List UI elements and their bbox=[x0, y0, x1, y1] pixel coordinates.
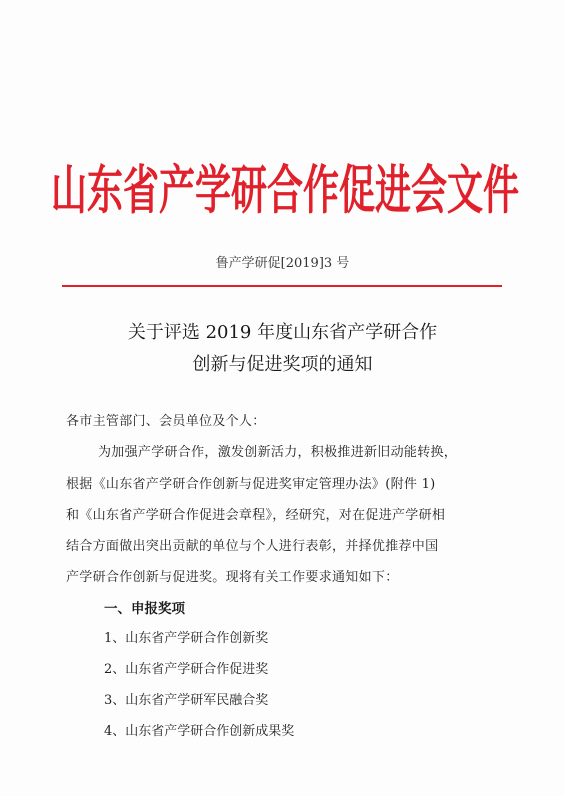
paragraph-line: 结合方面做出突出贡献的单位与个人进行表彰，并择优推荐中国 bbox=[66, 539, 439, 554]
paragraph-line: 为加强产学研合作，激发创新活力，积极推进新旧动能转换， bbox=[98, 445, 458, 460]
salutation: 各市主管部门、会员单位及个人： bbox=[66, 414, 266, 429]
paragraph-line: 产学研合作创新与促进奖。现将有关工作要求通知如下： bbox=[66, 570, 399, 585]
award-item: 2、山东省产学研合作促进奖 bbox=[104, 662, 269, 677]
masthead-title: 山东省产学研合作促进会文件 bbox=[50, 160, 519, 222]
award-item: 3、山东省产学研军民融合奖 bbox=[104, 693, 269, 708]
award-item: 1、山东省产学研合作创新奖 bbox=[104, 631, 269, 646]
section-heading-awards: 一、申报奖项 bbox=[104, 601, 185, 617]
paragraph-line: 根据《山东省产学研合作创新与促进奖审定管理办法》(附件 1) bbox=[66, 477, 436, 492]
notice-title-line-2: 创新与促进奖项的通知 bbox=[192, 354, 373, 375]
red-divider-line bbox=[62, 285, 502, 287]
document-number: 鲁产学研促[2019]3 号 bbox=[215, 256, 350, 271]
paragraph-line: 和《山东省产学研合作促进会章程》，经研究，对在促进产学研相 bbox=[66, 508, 446, 523]
award-item: 4、山东省产学研合作创新成果奖 bbox=[104, 724, 295, 739]
notice-title-line-1: 关于评选 2019 年度山东省产学研合作 bbox=[127, 322, 438, 343]
